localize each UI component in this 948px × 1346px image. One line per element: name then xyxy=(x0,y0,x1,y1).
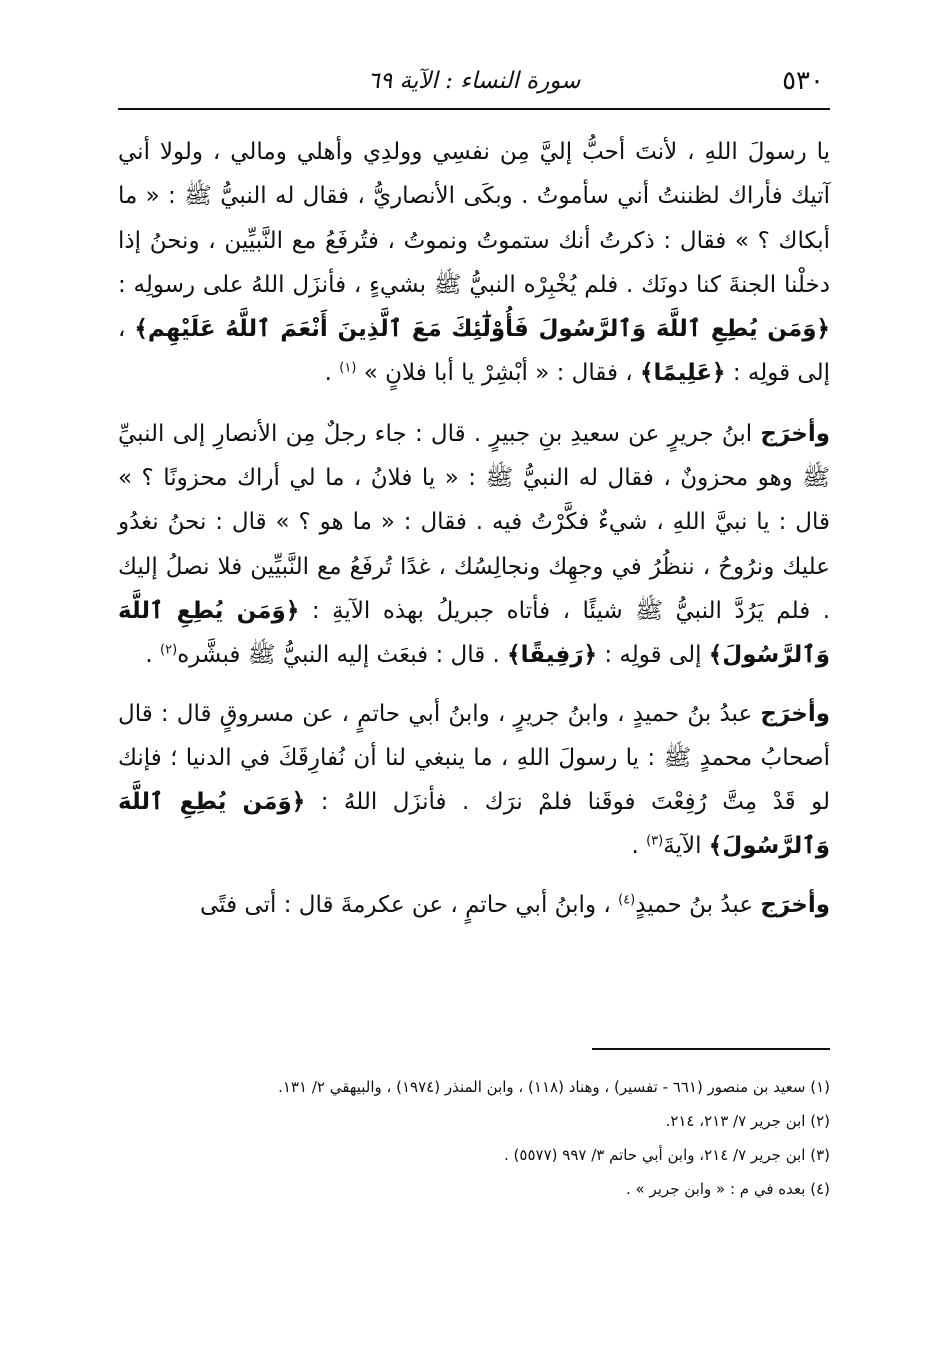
paragraph-text-tail: ، فقال : « أبْشِرْ يا أبا فلانٍ » xyxy=(356,360,641,387)
paragraph-text: عبدُ بنُ حميدٍ xyxy=(635,891,761,918)
quran-verse: ﴿وَمَن يُطِعِ ٱللَّهَ وَٱلرَّسُولَ﴾ xyxy=(118,789,830,860)
quran-verse: ﴿وَمَن يُطِعِ ٱللَّهَ وَٱلرَّسُولَ فَأُوْلَٰٓئِكَ مَعَ ٱلَّذِينَ أَنْعَمَ ٱللَّهُ عَلَيْهِم﴾ xyxy=(134,316,831,343)
quran-verse-end: ﴿رَفِيقًا﴾ xyxy=(507,642,598,669)
paragraph-text: ابنُ جريرٍ عن سعيدِ بنِ جبيرٍ . قال : جاء رجلٌ مِن الأنصارِ إلى النبيِّ ﷺ وهو محزونٌ ، فقال له النبيُّ ﷺ : « يا فلانُ ، ما لي أراك محزونًا ؟ » قال : يا نبيَّ اللهِ ، شيءٌ فكَّرْتُ فيه . فقال : « ما هو ؟ » قال : نحنُ نغدُو عليك ونرُوحُ ، ننظُرُ في وجهِك ونجالِسُك ، غدًا تُرفَعُ مع النَّبيِّين فلا نصلُ إليك . فلم يَرُدَّ النبيُّ ﷺ شيئًا ، فأتاه جبريلُ بهذه الآيةِ : xyxy=(118,420,831,624)
paragraph-text: عبدُ بنُ حميدٍ ، وابنُ جريرٍ ، وابنُ أبي حاتمٍ ، عن مسروقٍ قال : قال أصحابُ محمدٍ ﷺ : يا رسولَ اللهِ ، ما ينبغي لنا أن نُفارِقَكَ في الدنيا ؛ فإنك لو قَدْ مِتَّ رُفِعْتَ فوقَنا فلمْ نرَك . فأنزَل اللهُ : xyxy=(118,700,830,816)
paragraph-end: ، وابنُ أبي حاتمٍ ، عن عكرمةَ قال : أتى فتًى xyxy=(200,891,619,918)
footnote-reference: (١) xyxy=(339,360,357,376)
footnote-reference: (٣) xyxy=(646,833,664,849)
quran-verse-end: ﴿عَلِيمًا﴾ xyxy=(640,360,726,387)
footnote-reference: (٢) xyxy=(160,642,178,658)
footnote-1: (١) سعيد بن منصور (٦٦١ - تفسير) ، وهناد (١١٨) ، وابن المنذر (١٩٧٤) ، والبيهقي ٢/ ١٣١. xyxy=(278,1078,830,1096)
paragraph-text-tail: . قال : فبعَث إليه النبيُّ ﷺ فبشَّره xyxy=(177,642,508,669)
body-text xyxy=(118,130,830,927)
paragraph-text: يا رسولَ اللهِ ، لأنتَ أحبُّ إليَّ مِن نفسِي وولدِي وأهلي ومالي ، ولولا أني آتيك فأراك لظننتُ أني سأموتُ . وبكَى الأنصاريُّ ، فقال له النبيُّ ﷺ : « ما أبكاك ؟ » فقال : ذكرتُ أنك ستموتُ ونموتُ ، فتُرفَعُ مع النَّبيِّين ، ونحنُ إذا دخلْنا الجنةَ كنا دونَك . فلم يُخْبِرْه النبيُّ ﷺ بشيءٍ ، فأنزَل اللهُ على رسولِه : xyxy=(118,139,830,298)
paragraph-lead: وأخرَج xyxy=(760,700,830,727)
paragraph-4 xyxy=(118,883,830,927)
running-title: سورة النساء : الآية ٦٩ xyxy=(367,68,581,94)
page-header xyxy=(118,58,830,110)
paragraph-lead: وأخرَج xyxy=(760,420,830,447)
paragraph-text-continued: ، إلى قولِه : xyxy=(118,316,830,387)
footnote-divider xyxy=(592,1048,830,1050)
paragraph-text-continued: الآيةَ xyxy=(663,833,709,860)
footnotes xyxy=(118,1070,830,1206)
paragraph-2 xyxy=(118,412,830,678)
book-page xyxy=(118,58,831,1198)
footnote-4: (٤) بعده في م : « وابن جرير » . xyxy=(626,1180,830,1198)
paragraph-lead: وأخرَج xyxy=(760,891,830,918)
paragraph-text-continued: إلى قولِه : xyxy=(597,642,709,669)
paragraph-end: . xyxy=(145,642,161,669)
footnote-3: (٣) ابن جرير ٧/ ٢١٤، وابن أبي حاتم ٣/ ٩٩٧ (٥٥٧٧) . xyxy=(504,1146,830,1164)
footnote-reference: (٤) xyxy=(618,892,636,908)
footnote-2: (٢) ابن جرير ٧/ ٢١٣، ٢١٤. xyxy=(665,1112,830,1130)
quran-verse: ﴿وَمَن يُطِعِ ٱللَّهَ وَٱلرَّسُولَ﴾ xyxy=(118,597,830,669)
paragraph-end: . xyxy=(631,833,647,860)
paragraph-3 xyxy=(118,692,830,869)
paragraph-end: . xyxy=(324,360,340,387)
page-number: ٥٣٠ xyxy=(782,66,824,96)
paragraph-1 xyxy=(118,130,830,396)
